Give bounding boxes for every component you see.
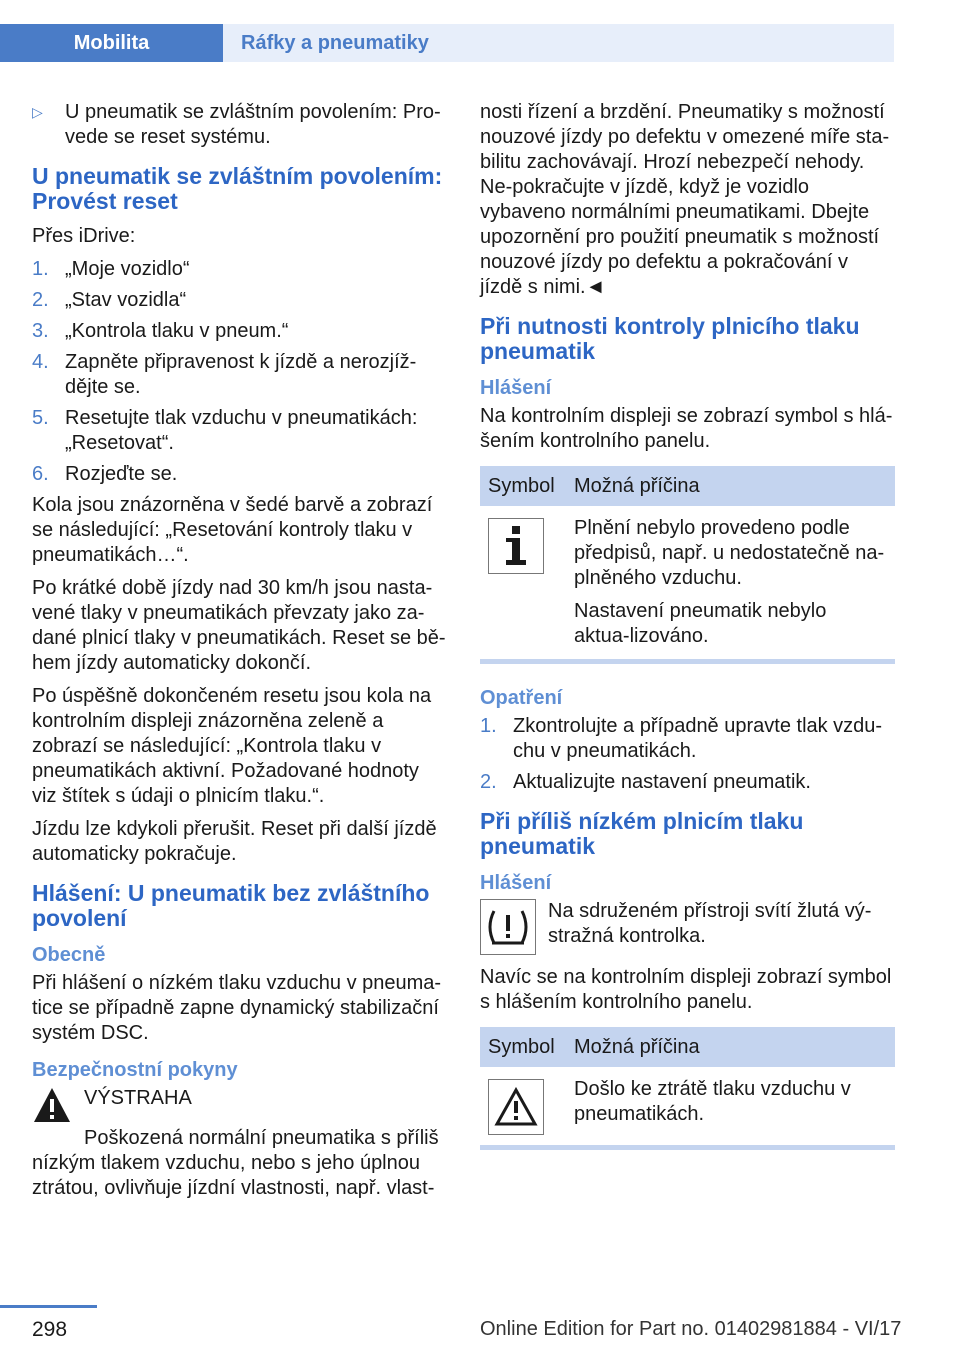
steps-list (32, 257, 447, 487)
warning-block (32, 1086, 447, 1124)
indicator-text: Na sdruženém přístroji svítí žlutá vý‐stražná kontrolka. (548, 900, 872, 947)
column-header-cause: Možná příčina (566, 1027, 895, 1067)
list-item: 5. Resetujte tlak vzduchu v pneumatikách: „Resetovat“. (32, 407, 418, 454)
paragraph: Po úspěšně dokončeném resetu jsou kola na kontrolním displeji znázorněna zeleně a zobrazí se následující: „Kontrola tlaku v pneumatikách aktivní. Požadované hodnoty viz štítek s údaji o plnicím tlaku.“. (32, 685, 432, 807)
list-item: 1. Zkontrolujte a případně upravte tlak vzdu‐chu v pneumatikách. (480, 715, 883, 762)
heading-message-1: Hlášení (480, 377, 552, 399)
warning-text: Poškozená normální pneumatika s příliš nízkým tlakem vzduchu, nebo s jeho úplnou ztrátou, ovlivňuje jízdní vlastnosti, např. vlast‐ (32, 1127, 439, 1199)
column-header-symbol: Symbol (480, 1027, 566, 1067)
paragraph: Jízdu lze kdykoli přerušit. Reset při další jízdě automaticky pokračuje. (32, 818, 437, 865)
paragraph: nosti řízení a brzdění. Pneumatiky s možností nouzové jízdy po defektu v omezené míře sta‐bilitu zachovávají. Hrozí nebezpečí nehody. Ne‐pokračujte v jízdě, když je vozidlo vybaveno normálními pneumatikami. Dbejte upozornění pro použití pneumatik s možností nouzové jízdy po defektu a pokračování v jízdě s nimi.◄ (480, 101, 890, 298)
edition-text: Online Edition for Part no. 01402981884 - VI/17 (480, 1318, 902, 1340)
symbol-table-1 (480, 466, 895, 659)
footer-rule (0, 1305, 97, 1308)
table-row (480, 1067, 895, 1145)
warning-triangle-icon (488, 1079, 544, 1135)
heading-check: Při nutnosti kontroly plnicího tlaku pneumatik (480, 313, 860, 364)
paragraph: Kola jsou znázorněna v šedé barvě a zobrazí se následující: „Resetování kontroly tlaku v pneumatikách…“. (32, 494, 433, 566)
list-item: 3. „Kontrola tlaku v pneum.“ (32, 320, 289, 342)
heading-message-2: Hlášení (480, 872, 552, 894)
heading-message: Hlášení: U pneumatik bez zvláštního povolení (32, 880, 430, 931)
heading-general: Obecně (32, 944, 106, 966)
list-item: 2. „Stav vozidla“ (32, 289, 187, 311)
warning-triangle-icon (32, 1086, 72, 1124)
info-icon (488, 518, 544, 574)
cause-text: Plnění nebylo provedeno podle předpisů, např. u nedostatečně na‐plněného vzduchu. (574, 517, 885, 589)
cause-text: Nastavení pneumatik nebylo aktua‐lizováno. (574, 600, 827, 647)
table-divider (480, 1145, 895, 1150)
page-number: 298 (32, 1318, 68, 1341)
paragraph: Na kontrolním displeji se zobrazí symbol s hlá‐šením kontrolního panelu. (480, 405, 893, 452)
warning-title: VÝSTRAHA (84, 1087, 192, 1109)
column-header-cause: Možná příčina (566, 466, 895, 506)
heading-safety: Bezpečnostní pokyny (32, 1059, 238, 1081)
right-column (480, 100, 895, 1172)
table-row (480, 506, 895, 659)
heading-low-pressure: Při příliš nízkém plnicím tlaku pneumatik (480, 808, 804, 859)
list-item: 2. Aktualizujte nastavení pneumatik. (480, 771, 811, 793)
heading-measures: Opatření (480, 687, 563, 709)
indicator-row (480, 899, 895, 955)
symbol-table-2 (480, 1027, 895, 1145)
bullet-item (32, 100, 447, 150)
column-header-symbol: Symbol (480, 466, 566, 506)
paragraph: Při hlášení o nízkém tlaku vzduchu v pneuma‐tice se případně zapne dynamický stabilizační systém DSC. (32, 972, 442, 1044)
list-item: 1. „Moje vozidlo“ (32, 258, 190, 280)
measures-list (480, 714, 895, 795)
cause-text: Došlo ke ztrátě tlaku vzduchu v pneumatikách. (574, 1078, 851, 1125)
triangle-bullet-icon: ▷ (32, 104, 43, 120)
tire-pressure-warning-icon (480, 899, 536, 955)
tab-mobilita: Mobilita (0, 24, 223, 62)
paragraph: Po krátké době jízdy nad 30 km/h jsou nasta‐vené tlaky v pneumatikách převzaty jako za‐dané plnicí tlaky v pneumatikách. Reset se bě‐hem jízdy automaticky dokončí. (32, 577, 446, 674)
heading-reset: U pneumatik se zvláštním povolením: Provést reset (32, 163, 443, 214)
left-column (32, 100, 447, 1209)
bullet-text: U pneumatik se zvláštním povolením: Pro‐vede se reset systému. (65, 101, 441, 148)
paragraph: Navíc se na kontrolním displeji zobrazí symbol s hlášením kontrolního panelu. (480, 966, 892, 1013)
via-idrive: Přes iDrive: (32, 225, 136, 247)
table-divider (480, 659, 895, 664)
list-item: 4. Zapněte připravenost k jízdě a nerozjíž‐dějte se. (32, 351, 417, 398)
list-item: 6. Rozjeďte se. (32, 463, 178, 485)
tab-rafky-pneumatiky: Ráfky a pneumatiky (223, 24, 894, 62)
header-tabs (0, 24, 894, 62)
